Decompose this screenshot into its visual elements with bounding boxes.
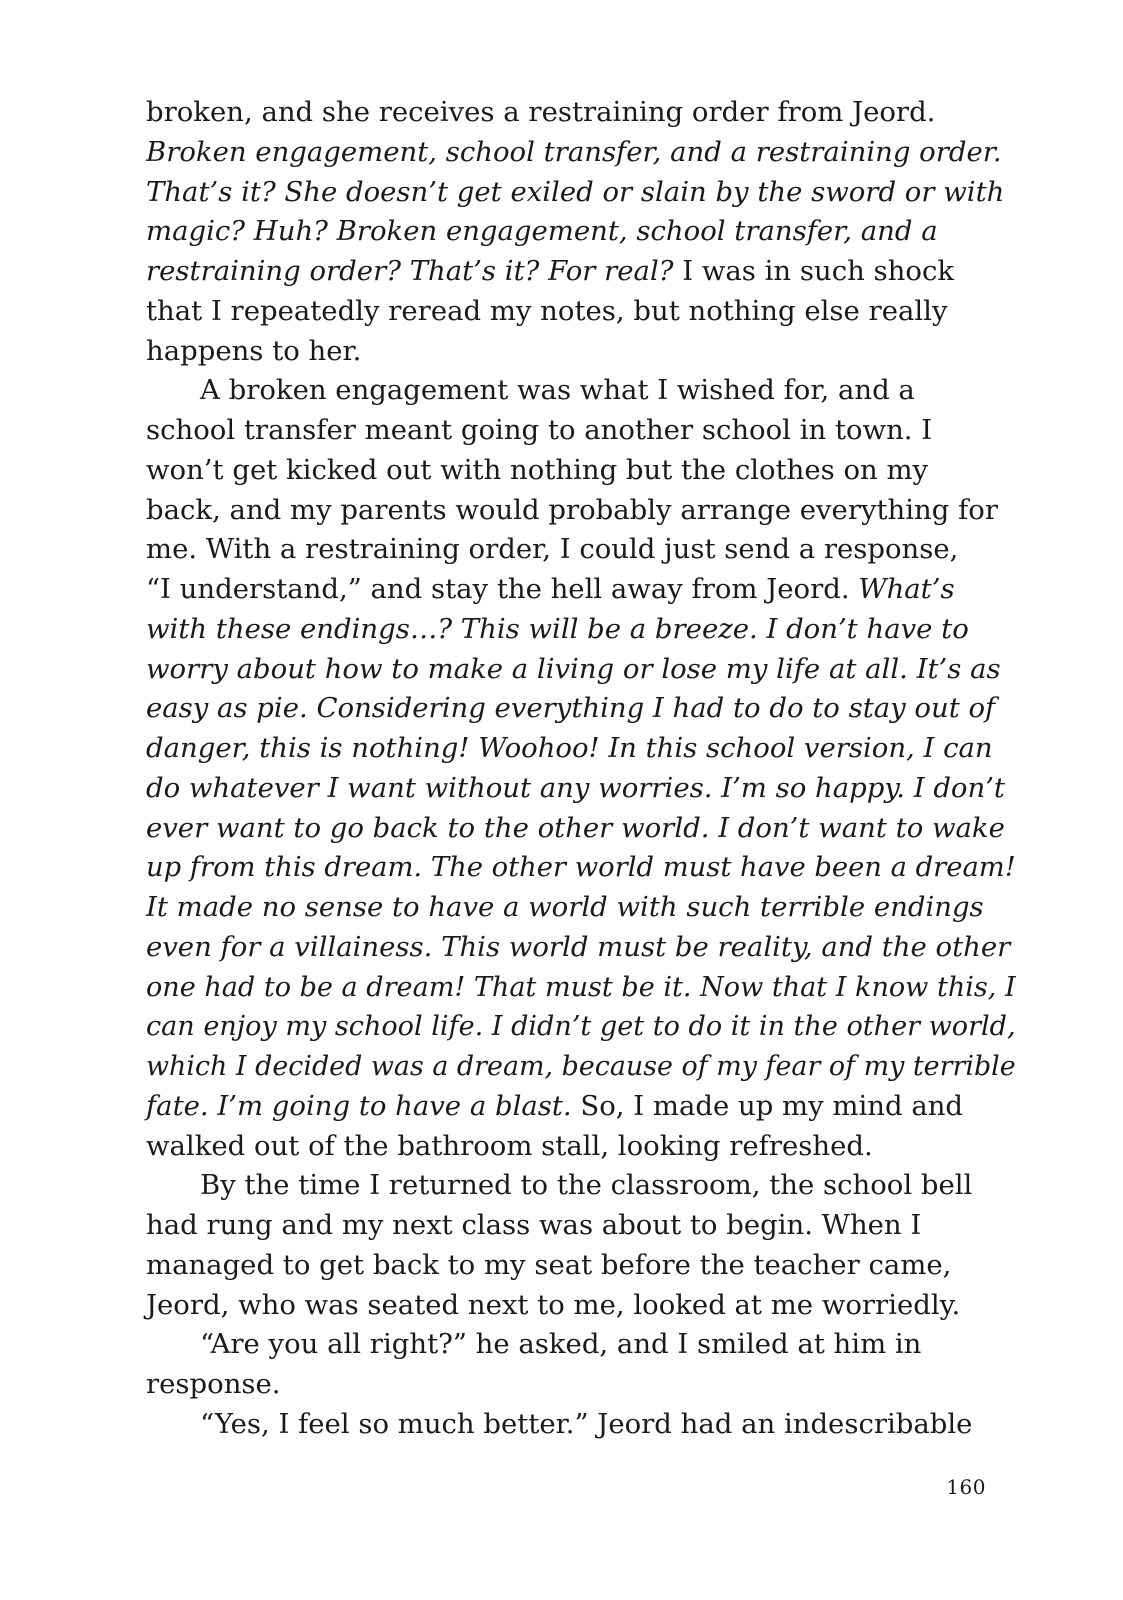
italic-text: with these endings…? This will be a breeze. I don’t have to bbox=[146, 612, 969, 645]
text-line bbox=[146, 1286, 1016, 1326]
roman-text: “Are you all right?” he asked, and I smiled at him in bbox=[200, 1328, 922, 1361]
italic-text: one had to be a dream! That must be it. Now that I know this, I bbox=[146, 970, 1016, 1003]
roman-text: “I understand,” and stay the hell away from Jeord. bbox=[146, 573, 859, 605]
italic-text: fate. I’m going to have a blast. bbox=[146, 1089, 572, 1122]
text-line bbox=[146, 332, 1016, 372]
text-line bbox=[146, 93, 1016, 133]
text-line bbox=[146, 1087, 1016, 1127]
roman-text: Jeord, who was seated next to me, looked at me worriedly. bbox=[146, 1288, 961, 1321]
roman-text: managed to get back to my seat before the teacher came, bbox=[146, 1248, 952, 1281]
roman-text: “Yes, I feel so much better.” Jeord had an indescribable bbox=[200, 1407, 973, 1440]
roman-text: happens to her. bbox=[146, 334, 362, 367]
roman-text: I was in such shock bbox=[673, 255, 955, 287]
text-line bbox=[146, 491, 1016, 531]
roman-text: won’t get kicked out with nothing but the clothes on my bbox=[146, 453, 929, 486]
roman-text: had rung and my next class was about to begin. When I bbox=[146, 1209, 922, 1241]
italic-text: Broken engagement, school transfer, and a restraining order. bbox=[146, 135, 1002, 168]
text-line bbox=[146, 1325, 1016, 1365]
italic-text: up from this dream. The other world must have been a dream! bbox=[146, 851, 1016, 884]
text-line bbox=[146, 1166, 1016, 1206]
italic-text: danger, this is nothing! Woohoo! In this school version, I can bbox=[146, 732, 993, 764]
text-line bbox=[146, 689, 1016, 729]
text-line bbox=[146, 411, 1016, 451]
text-line bbox=[146, 212, 1016, 252]
italic-text: That’s it? She doesn’t get exiled or slain by the sword or with bbox=[146, 175, 1005, 208]
text-line bbox=[146, 1365, 1016, 1405]
italic-text: What’s bbox=[858, 573, 955, 605]
text-line bbox=[146, 1405, 1016, 1445]
text-line bbox=[146, 729, 1016, 769]
text-line bbox=[146, 848, 1016, 888]
italic-text: restraining order? That’s it? For real? bbox=[146, 255, 674, 287]
italic-text: It made no sense to have a world with such terrible endings bbox=[146, 891, 984, 923]
roman-text: school transfer meant going to another school in town. I bbox=[146, 414, 933, 446]
text-line bbox=[146, 252, 1016, 292]
text-line bbox=[146, 650, 1016, 690]
roman-text: walked out of the bathroom stall, looking refreshed. bbox=[146, 1129, 873, 1162]
body-text bbox=[146, 93, 1016, 1445]
italic-text: which I decided was a dream, because of my fear of my terrible bbox=[146, 1050, 1016, 1082]
text-line bbox=[146, 451, 1016, 491]
text-line bbox=[146, 173, 1016, 213]
text-line bbox=[146, 888, 1016, 928]
text-line bbox=[146, 1246, 1016, 1286]
text-line bbox=[146, 133, 1016, 173]
text-line bbox=[146, 1127, 1016, 1167]
italic-text: can enjoy my school life. I didn’t get to do it in the other world, bbox=[146, 1010, 1016, 1043]
text-line bbox=[146, 570, 1016, 610]
italic-text: do whatever I want without any worries. I’m so happy. I don’t bbox=[146, 771, 1005, 804]
text-line bbox=[146, 809, 1016, 849]
roman-text: back, and my parents would probably arrange everything for bbox=[146, 493, 998, 526]
text-line bbox=[146, 610, 1016, 650]
roman-text: By the time I returned to the classroom, the school bell bbox=[200, 1169, 973, 1202]
text-line bbox=[146, 1007, 1016, 1047]
roman-text: A broken engagement was what I wished for, and a bbox=[200, 374, 915, 407]
roman-text: broken, and she receives a restraining order from Jeord. bbox=[146, 96, 936, 128]
text-line bbox=[146, 928, 1016, 968]
text-line bbox=[146, 769, 1016, 809]
italic-text: easy as pie. Considering everything I had to do to stay out of bbox=[146, 692, 996, 725]
text-line bbox=[146, 530, 1016, 570]
italic-text: even for a villainess. This world must be reality, and the other bbox=[146, 930, 1011, 963]
roman-text: that I repeatedly reread my notes, but nothing else really bbox=[146, 294, 948, 327]
text-line bbox=[146, 292, 1016, 332]
text-line bbox=[146, 968, 1016, 1008]
text-line bbox=[146, 1206, 1016, 1246]
page-number: 160 bbox=[946, 1475, 986, 1499]
italic-text: ever want to go back to the other world. I don’t want to wake bbox=[146, 811, 1005, 844]
roman-text: me. With a restraining order, I could just send a response, bbox=[146, 533, 959, 566]
italic-text: magic? Huh? Broken engagement, school transfer, and a bbox=[146, 215, 938, 248]
text-line bbox=[146, 1047, 1016, 1087]
italic-text: worry about how to make a living or lose my life at all. It’s as bbox=[146, 652, 1001, 685]
roman-text: So, I made up my mind and bbox=[571, 1089, 964, 1122]
text-line bbox=[146, 371, 1016, 411]
roman-text: response. bbox=[146, 1368, 281, 1400]
